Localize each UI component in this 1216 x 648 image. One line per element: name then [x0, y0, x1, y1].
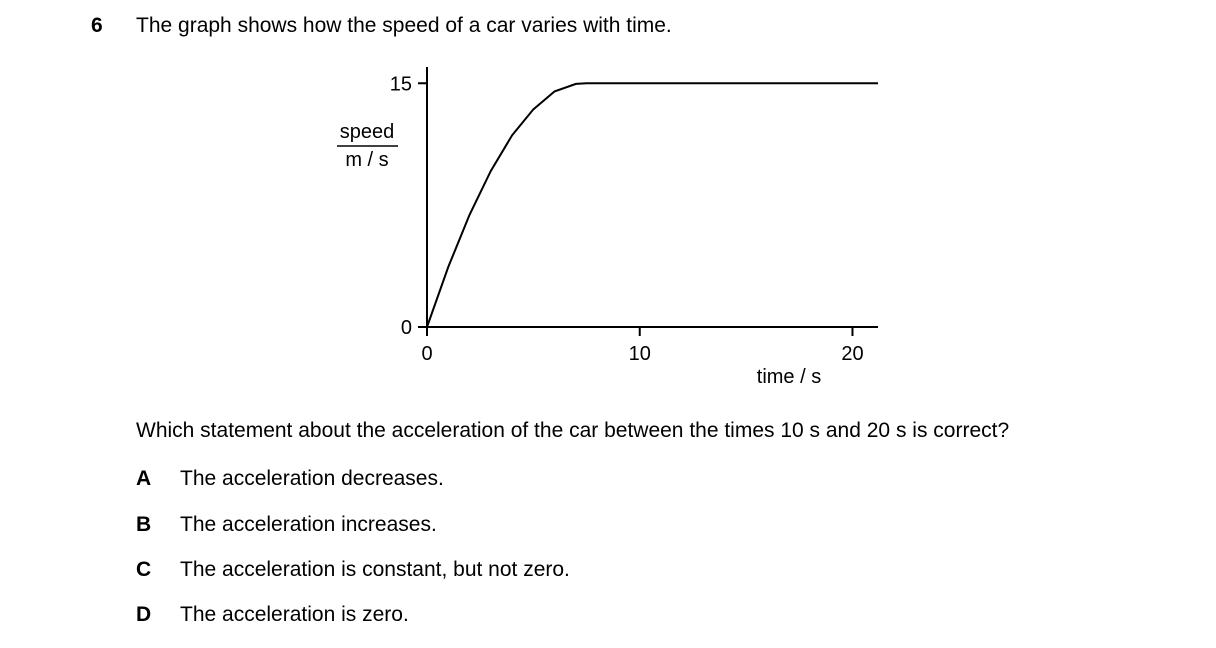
- y-tick-label: 0: [400, 317, 412, 339]
- option-text: The acceleration decreases.: [180, 467, 444, 490]
- question-stem: The graph shows how the speed of a car varies with time.: [136, 14, 672, 37]
- option-text: The acceleration increases.: [180, 513, 437, 536]
- x-tick-label: 0: [421, 343, 433, 365]
- option-text: The acceleration is zero.: [180, 603, 409, 626]
- x-tick-label: 20: [841, 343, 864, 365]
- option-letter: B: [136, 513, 152, 536]
- option-letter: A: [136, 467, 152, 490]
- question-prompt: Which statement about the acceleration of the car between the times 10 s and 20 s is correct?: [136, 419, 1010, 442]
- speed-curve: [427, 83, 878, 327]
- y-axis-label-numerator: speed: [339, 121, 395, 143]
- x-tick-label: 10: [628, 343, 651, 365]
- option-text: The acceleration is constant, but not zero.: [180, 558, 570, 581]
- y-axis-label-denominator: m / s: [345, 149, 389, 171]
- option-letter: D: [136, 603, 152, 626]
- question-number: 6: [91, 14, 103, 37]
- y-tick-label: 15: [389, 73, 412, 96]
- option-letter: C: [136, 558, 152, 581]
- x-axis-label: time / s: [756, 366, 822, 388]
